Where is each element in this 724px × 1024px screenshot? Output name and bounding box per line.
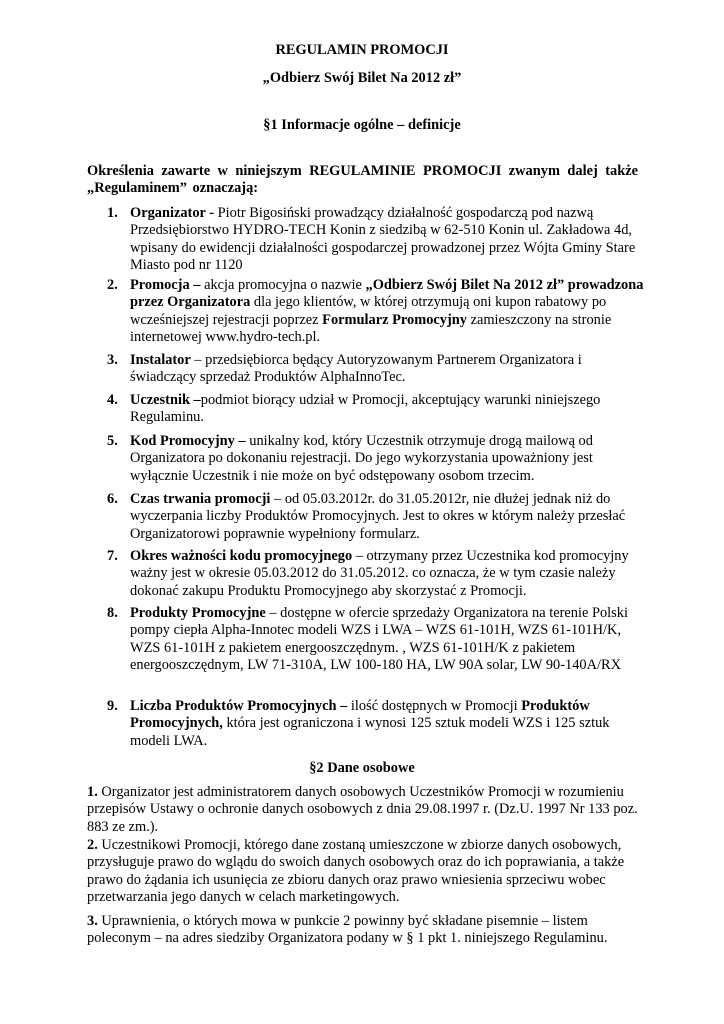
definition-body: dla jego klientów, w której otrzymują oni kupon rabatowy po wcześniejszej rejestracji poprzez xyxy=(130,294,607,328)
section-2-heading: §2 Dane osobowe xyxy=(309,760,415,776)
definition-text xyxy=(130,698,650,750)
definition-text xyxy=(130,605,650,675)
definition-number: 8. xyxy=(107,605,118,621)
definition-term: Promocja – xyxy=(130,277,201,293)
definition-body: zamieszczony na stronie internetowej www.hydro-tech.pl. xyxy=(130,311,612,346)
definition-body: która jest ograniczona i wynosi 125 sztuk modeli WZS i 125 sztuk modeli LWA. xyxy=(130,715,610,749)
definitions-intro: Określenia zawarte w niniejszym REGULAMINIE PROMOCJI zwanym dalej także „Regulaminem” oznaczają: xyxy=(87,163,638,197)
section-2-paragraph-2 xyxy=(87,837,647,907)
definition-term: Formularz Promocyjny xyxy=(322,311,467,328)
definition-text xyxy=(130,548,650,600)
paragraph-number: 3. xyxy=(87,913,98,929)
definition-text xyxy=(130,392,650,427)
definition-body: – przedsiębiorca będący Autoryzowanym Partnerem Organizatora i świadczący sprzedaż Produktów AlphaInnoTec. xyxy=(130,352,582,386)
definition-term: Organizator - xyxy=(130,205,218,221)
definition-term: „Odbierz Swój Bilet Na 2012 zł” prowadzona przez Organizatora xyxy=(130,277,644,311)
definition-number: 2. xyxy=(107,277,118,293)
definition-body: ilość dostępnych w Promocji xyxy=(347,698,522,714)
definition-text xyxy=(130,205,650,275)
definition-number: 5. xyxy=(107,433,118,449)
definition-body: unikalny kod, który Uczestnik otrzymuje drogą mailową od Organizatora po dokonaniu rejestracji. Do jego wykorzystania upoważniony jest wyłącznie Uczestnik i nie może on być odstępowany osobom trzecim. xyxy=(130,433,593,484)
definition-term: Uczestnik – xyxy=(130,392,201,408)
paragraph-number: 2. xyxy=(87,837,98,853)
document-title: REGULAMIN PROMOCJI xyxy=(275,42,449,58)
definition-term: Produktów Promocyjnych, xyxy=(130,698,590,732)
paragraph-number: 1. xyxy=(87,784,98,800)
definition-term: Produkty Promocyjne xyxy=(130,605,266,621)
definition-text xyxy=(130,277,650,347)
definition-term: Kod Promocyjny – xyxy=(130,433,246,449)
definition-number: 6. xyxy=(107,491,118,507)
definition-body: – otrzymany przez Uczestnika kod promocyjny ważny jest w okresie 05.03.2012 do 31.05.2012. co oznacza, że w tym czasie należy dokonać zakupu Produktu Promocyjnego aby skorzystać z Promocji. xyxy=(130,548,629,599)
definition-number: 4. xyxy=(107,392,118,408)
paragraph-text: Uczestnikowi Promocji, którego dane zostaną umieszczone w zbiorze danych osobowych, przysługuje prawo do wglądu do swoich danych osobowych oraz do ich poprawiania, a także prawo do żądania ich usunięcia ze zbioru danych oraz prawo wniesienia sprzeciwu wobec przetwarzania jego danych w celach marketingowych. xyxy=(87,837,625,906)
definition-term: Okres ważności kodu promocyjnego xyxy=(130,548,353,564)
definition-text xyxy=(130,491,650,543)
promotion-name: „Odbierz Swój Bilet Na 2012 zł” xyxy=(262,70,462,86)
section-1-heading: §1 Informacje ogólne – definicje xyxy=(263,117,461,133)
definition-body: – dostępne w ofercie sprzedaży Organizatora na terenie Polski pompy ciepła Alpha-Innotec modeli WZS i LWA – WZS 61-101H, WZS 61-101H/K, WZS 61-101H z pakietem energooszczędnym. , WZS 61-101H/K z pakietem energooszczędnym, LW 71-310A, LW 100-180 HA, LW 90A solar, LW 90-140A/RX xyxy=(130,605,628,674)
definition-number: 7. xyxy=(107,548,118,564)
section-2-paragraph-1 xyxy=(87,784,647,836)
definition-text xyxy=(130,433,650,485)
definition-body: – od 05.03.2012r. do 31.05.2012r, nie dłużej jednak niż do wyczerpania liczby Produktów Promocyjnych. Jest to okres w którym należy przesłać Organizatorowi poprawnie wypełniony formularz. xyxy=(130,491,626,542)
definition-term: Czas trwania promocji xyxy=(130,491,271,507)
definition-number: 3. xyxy=(107,352,118,368)
definition-term: Liczba Produktów Promocyjnych – xyxy=(130,698,348,714)
definition-text xyxy=(130,352,650,387)
definition-body: Piotr Bigosiński prowadzący działalność gospodarczą pod nazwą Przedsiębiorstwo HYDRO-TECH Konin z siedzibą w 62-510 Konin ul. Zakładowa 4d, wpisany do ewidencji działalności gospodarczej prowadzonej przez Wójta Gminy Stare Miasto pod nr 1120 xyxy=(130,205,636,274)
paragraph-text: Organizator jest administratorem danych osobowych Uczestników Promocji w rozumieniu przepisów Ustawy o ochronie danych osobowych z dnia 29.08.1997 r. (Dz.U. 1997 Nr 133 poz. 883 ze zm.). xyxy=(87,784,638,835)
definition-body: podmiot biorący udział w Promocji, akceptujący warunki niniejszego Regulaminu. xyxy=(130,392,601,426)
paragraph-text: Uprawnienia, o których mowa w punkcie 2 powinny być składane pisemnie – listem poleconym – na adres siedziby Organizatora podany w § 1 pkt 1. niniejszego Regulaminu. xyxy=(87,913,608,947)
definition-number: 9. xyxy=(107,698,118,714)
definition-number: 1. xyxy=(107,205,118,221)
definition-term: Instalator xyxy=(130,352,191,368)
section-2-paragraph-3 xyxy=(87,913,647,948)
definition-body: akcja promocyjna o nazwie xyxy=(200,277,366,293)
